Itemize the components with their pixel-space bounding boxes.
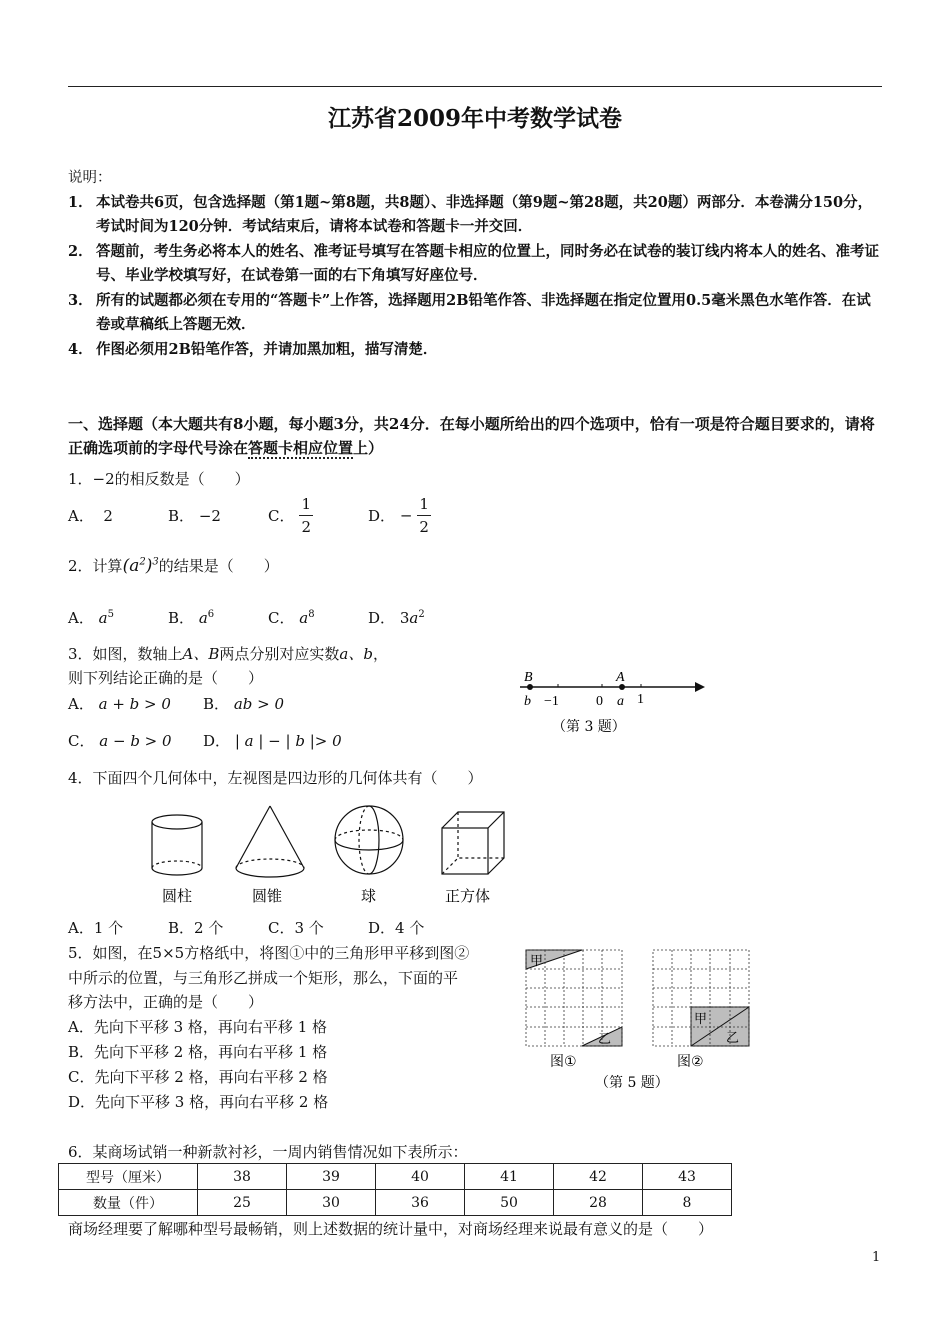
question-6: 6．某商场试销一种新款衬衫，一周内销售情况如下表所示： bbox=[68, 1143, 468, 1161]
table-cell: 型号（厘米） bbox=[59, 1164, 198, 1190]
label-one: 1 bbox=[637, 692, 644, 707]
grid-2 bbox=[653, 950, 749, 1046]
table-cell: 42 bbox=[554, 1164, 643, 1190]
question-1 bbox=[68, 468, 250, 489]
question-3-line-2: 则下列结论正确的是（ ） bbox=[68, 669, 264, 687]
q4-option-b: B．2 个 bbox=[168, 919, 224, 937]
question-5-line-2: 中所示的位置，与三角形乙拼成一个矩形，那么，下面的平 bbox=[68, 969, 459, 987]
question-stem: 的相反数是（ ） bbox=[114, 470, 250, 488]
q2-option-b: B． $a^6$ bbox=[168, 609, 215, 627]
q3-option-b: B． ab > 0 bbox=[203, 695, 285, 713]
question-5: 5．如图，在5×5方格纸中，将图①中的三角形甲平移到图② bbox=[68, 944, 470, 962]
instructions bbox=[68, 166, 882, 362]
arrow-icon bbox=[695, 682, 705, 692]
fraction: $\frac{1}{2}$ bbox=[299, 493, 313, 538]
q6-table bbox=[58, 1163, 732, 1216]
label-yi: 乙 bbox=[598, 1032, 612, 1047]
q1-option-c: C． $\frac{1}{2}$ bbox=[268, 493, 313, 538]
question-4: 4．下面四个几何体中，左视图是四边形的几何体共有（ ） bbox=[68, 769, 483, 787]
figure-caption: （第 3 题） bbox=[552, 719, 626, 735]
table-cell: 40 bbox=[376, 1164, 465, 1190]
section-heading-text: 一、选择题（本大题共有8小题，每小题3分，共24分．在每小题所给出的四个选项中，恰有一项是符合题目要求的，请将正确选项前的字母代号涂在 bbox=[68, 415, 875, 457]
q1-value: −2 bbox=[92, 470, 115, 488]
q1-option-b: B． −2 bbox=[168, 507, 221, 525]
instruction-item bbox=[68, 338, 882, 363]
q2-option-d: D． $3a^2$ bbox=[368, 609, 425, 627]
instruction-item bbox=[68, 191, 882, 240]
q5-option-a: A．先向下平移 3 格，再向右平移 1 格 bbox=[68, 1018, 328, 1036]
figure-2-label: 图② bbox=[677, 1054, 704, 1070]
grid-figure bbox=[520, 945, 760, 1095]
instructions-heading: 说明： bbox=[68, 170, 112, 186]
q4-option-d: D．4 个 bbox=[368, 919, 425, 937]
q4-option-c: C．3 个 bbox=[268, 919, 324, 937]
q2-option-a: A． $a^5$ bbox=[68, 609, 114, 627]
table-cell: 50 bbox=[465, 1190, 554, 1216]
question-2: 2．计算$(a^2)^3$的结果是（ ） bbox=[68, 556, 279, 576]
sphere-icon bbox=[335, 806, 403, 874]
solids-figure bbox=[140, 800, 540, 912]
q1-option-a: A． 2 bbox=[68, 507, 113, 525]
grid-1 bbox=[526, 950, 622, 1047]
cube-icon bbox=[442, 812, 504, 874]
table-cell: 30 bbox=[287, 1190, 376, 1216]
instruction-number: 1． bbox=[68, 193, 93, 211]
instruction-text: 作图必须用2B铅笔作答，并请加黑加粗，描写清楚． bbox=[96, 340, 438, 358]
cone-icon bbox=[236, 806, 304, 877]
label-a: a bbox=[617, 694, 624, 709]
figure-1-label: 图① bbox=[550, 1054, 577, 1070]
instruction-text: 本试卷共6页，包含选择题（第1题~第8题，共8题）、非选择题（第9题~第28题，共20题）两部分．本卷满分150分，考试时间为120分钟．考试结束后，请将本试卷和答题卡一并交回． bbox=[96, 193, 873, 235]
q1-option-d: D． − $\frac{1}{2}$ bbox=[368, 493, 431, 538]
label-b: b bbox=[524, 694, 531, 709]
table-cell: 36 bbox=[376, 1190, 465, 1216]
label-A: A bbox=[616, 670, 625, 685]
table-cell: 8 bbox=[643, 1190, 732, 1216]
header-rule bbox=[68, 86, 882, 87]
table-cell: 41 bbox=[465, 1164, 554, 1190]
question-number: 1． bbox=[68, 470, 93, 488]
number-line-figure bbox=[510, 665, 710, 740]
question-3: 3．如图，数轴上A、B两点分别对应实数a、b， bbox=[68, 645, 388, 663]
page-number: 1 bbox=[872, 1250, 881, 1265]
instruction-number: 2． bbox=[68, 242, 93, 260]
section-heading bbox=[68, 412, 882, 460]
section-heading-emphasis: 答题卡相应位置 bbox=[248, 439, 354, 457]
q5-option-c: C．先向下平移 2 格，再向右平移 2 格 bbox=[68, 1068, 328, 1086]
q3-option-d: D． | a | − | b |> 0 bbox=[203, 732, 342, 750]
table-cell: 25 bbox=[198, 1190, 287, 1216]
q5-option-d: D．先向下平移 3 格，再向右平移 2 格 bbox=[68, 1093, 329, 1111]
option-value: −2 bbox=[198, 507, 221, 525]
instruction-number: 3． bbox=[68, 291, 93, 309]
instruction-number: 4． bbox=[68, 340, 93, 358]
option-value: 2 bbox=[103, 507, 113, 525]
page-title: 江苏省2009年中考数学试卷 bbox=[327, 105, 622, 132]
label-jia: 甲 bbox=[694, 1012, 708, 1027]
question-6-after: 商场经理要了解哪种型号最畅销，则上述数据的统计量中，对商场经理来说最有意义的是（ ） bbox=[68, 1220, 714, 1238]
instruction-text: 答题前，考生务必将本人的姓名、准考证号填写在答题卡相应的位置上，同时务必在试卷的装订线内将本人的姓名、准考证号、毕业学校填写好，在试卷第一面的右下角填写好座位号． bbox=[96, 242, 879, 284]
shape-label: 圆柱 bbox=[162, 887, 193, 905]
instruction-item bbox=[68, 289, 882, 338]
figure-caption: （第 5 题） bbox=[595, 1075, 669, 1091]
shape-label: 正方体 bbox=[445, 887, 491, 905]
table-cell: 43 bbox=[643, 1164, 732, 1190]
cylinder-icon bbox=[152, 815, 202, 875]
label-yi: 乙 bbox=[726, 1031, 740, 1046]
instruction-text: 所有的试题都必须在专用的“答题卡”上作答，选择题用2B铅笔作答、非选择题在指定位置用0.5毫米黑色水笔作答．在试卷或草稿纸上答题无效． bbox=[96, 291, 871, 333]
label-B: B bbox=[524, 670, 533, 685]
q5-option-b: B．先向下平移 2 格，再向右平移 1 格 bbox=[68, 1043, 328, 1061]
q3-option-c: C． a − b > 0 bbox=[68, 732, 172, 750]
table-cell: 28 bbox=[554, 1190, 643, 1216]
table-cell: 39 bbox=[287, 1164, 376, 1190]
shape-label: 球 bbox=[361, 887, 377, 905]
table-row bbox=[59, 1164, 732, 1190]
shape-label: 圆锥 bbox=[252, 887, 283, 905]
q2-expression: $(a^2)^3$ bbox=[122, 556, 159, 576]
table-row bbox=[59, 1190, 732, 1216]
question-5-line-3: 移方法中，正确的是（ ） bbox=[68, 993, 264, 1011]
section-heading-end: 上） bbox=[353, 439, 384, 457]
label-minus-one: −1 bbox=[544, 694, 559, 709]
label-jia: 甲 bbox=[530, 954, 544, 969]
table-cell: 38 bbox=[198, 1164, 287, 1190]
table-cell: 数量（件） bbox=[59, 1190, 198, 1216]
fraction: $\frac{1}{2}$ bbox=[417, 493, 431, 538]
instruction-item bbox=[68, 240, 882, 289]
q4-option-a: A．1 个 bbox=[68, 919, 124, 937]
label-zero: 0 bbox=[596, 694, 603, 709]
q2-option-c: C． $a^8$ bbox=[268, 609, 315, 627]
q3-option-a: A． a + b > 0 bbox=[68, 695, 171, 713]
